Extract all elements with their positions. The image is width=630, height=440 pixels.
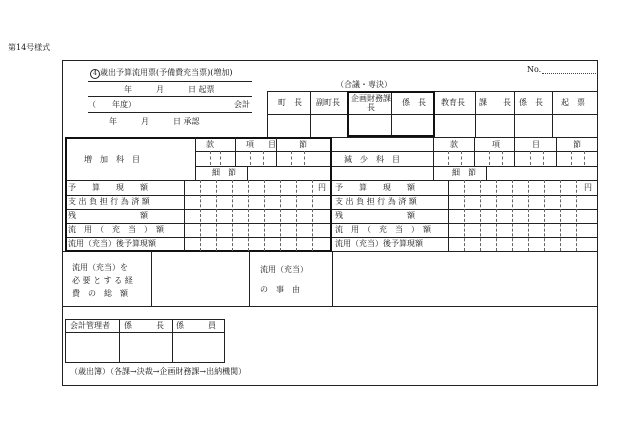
- title-underline: [88, 81, 252, 82]
- dec-row-remaining: 残 額: [335, 211, 415, 220]
- form-number: 第14号様式: [8, 43, 51, 52]
- fiscal-year: （ 年度）: [88, 100, 136, 109]
- decrease-kan: 款: [450, 140, 458, 149]
- decrease-detail: 細 節: [452, 168, 476, 177]
- reason-line-2: の 事 由: [260, 285, 300, 294]
- approver-drafter: 起 票: [561, 98, 585, 107]
- dec-row-after: 流用（充当）後予算現額: [335, 239, 423, 248]
- dec-row-budget: 予 算 現 額: [335, 183, 415, 192]
- accounting-staff: 係 員: [176, 321, 216, 330]
- increase-label: 増 加 科 目: [84, 155, 140, 164]
- dec-row-transfer: 流 用 （ 充 当 ） 額: [335, 225, 431, 234]
- decrease-unit: 円: [584, 183, 592, 192]
- inc-row-budget: 予 算 現 額: [68, 183, 148, 192]
- decrease-kou: 項: [492, 140, 500, 149]
- inc-row-committed: 支 出 負 担 行 為 済 額: [68, 197, 150, 206]
- draft-date-line: [88, 96, 252, 97]
- approver-mayor: 町 長: [278, 98, 302, 107]
- increase-detail: 細 節: [212, 168, 236, 177]
- account-line: [88, 112, 252, 113]
- reason-line-1: 流用（充当）: [260, 265, 308, 274]
- increase-kan: 款: [206, 140, 214, 149]
- accounting-manager: 会計管理者: [70, 321, 110, 330]
- increase-setsu: 節: [299, 140, 307, 149]
- approver-section-chief: 課 長: [479, 98, 511, 107]
- approver-deputy-mayor: 副町長: [316, 98, 340, 107]
- account-label: 会計: [234, 100, 250, 109]
- form-title: 歳出予算流用票(予備費充当票)(増加): [100, 68, 233, 77]
- increase-kou: 項: [246, 140, 254, 149]
- accounting-subsection-chief: 係 長: [124, 321, 164, 330]
- inc-row-remaining: 残 額: [68, 211, 148, 220]
- expense-line-2: 必 要 と す る 経: [72, 276, 133, 285]
- approver-finance-head: 企画財務課 長: [351, 94, 399, 112]
- decrease-setsu: 節: [573, 140, 581, 149]
- consult-label: （合議・専決）: [336, 80, 392, 89]
- draft-date: 年 月 日 起票: [124, 85, 215, 94]
- increase-unit: 円: [318, 183, 326, 192]
- expense-line-1: 流用（充当）を: [72, 263, 128, 272]
- decrease-label: 減 少 科 目: [344, 155, 400, 164]
- approval-date: 年 月 日 承認: [109, 117, 200, 126]
- inc-row-after: 流用（充当）後予算現額: [68, 239, 156, 248]
- approver-subsection-chief-2: 係 長: [519, 98, 543, 107]
- decrease-moku: 目: [532, 140, 540, 149]
- approver-subsection-chief-1: 係 長: [402, 98, 426, 107]
- circle-mark: 4: [90, 69, 100, 79]
- approver-education-head: 教育長: [441, 98, 465, 107]
- expense-line-3: 費 の 総 額: [72, 289, 128, 298]
- increase-moku: 目: [268, 140, 276, 149]
- inc-row-transfer: 流 用 （ 充 当 ） 額: [68, 225, 164, 234]
- no-label: No.: [527, 65, 542, 74]
- routing-footer: （歳出簿）（各課→決裁→企画財務課→出納機関）: [70, 367, 247, 376]
- dec-row-committed: 支 出 負 担 行 為 済 額: [335, 197, 417, 206]
